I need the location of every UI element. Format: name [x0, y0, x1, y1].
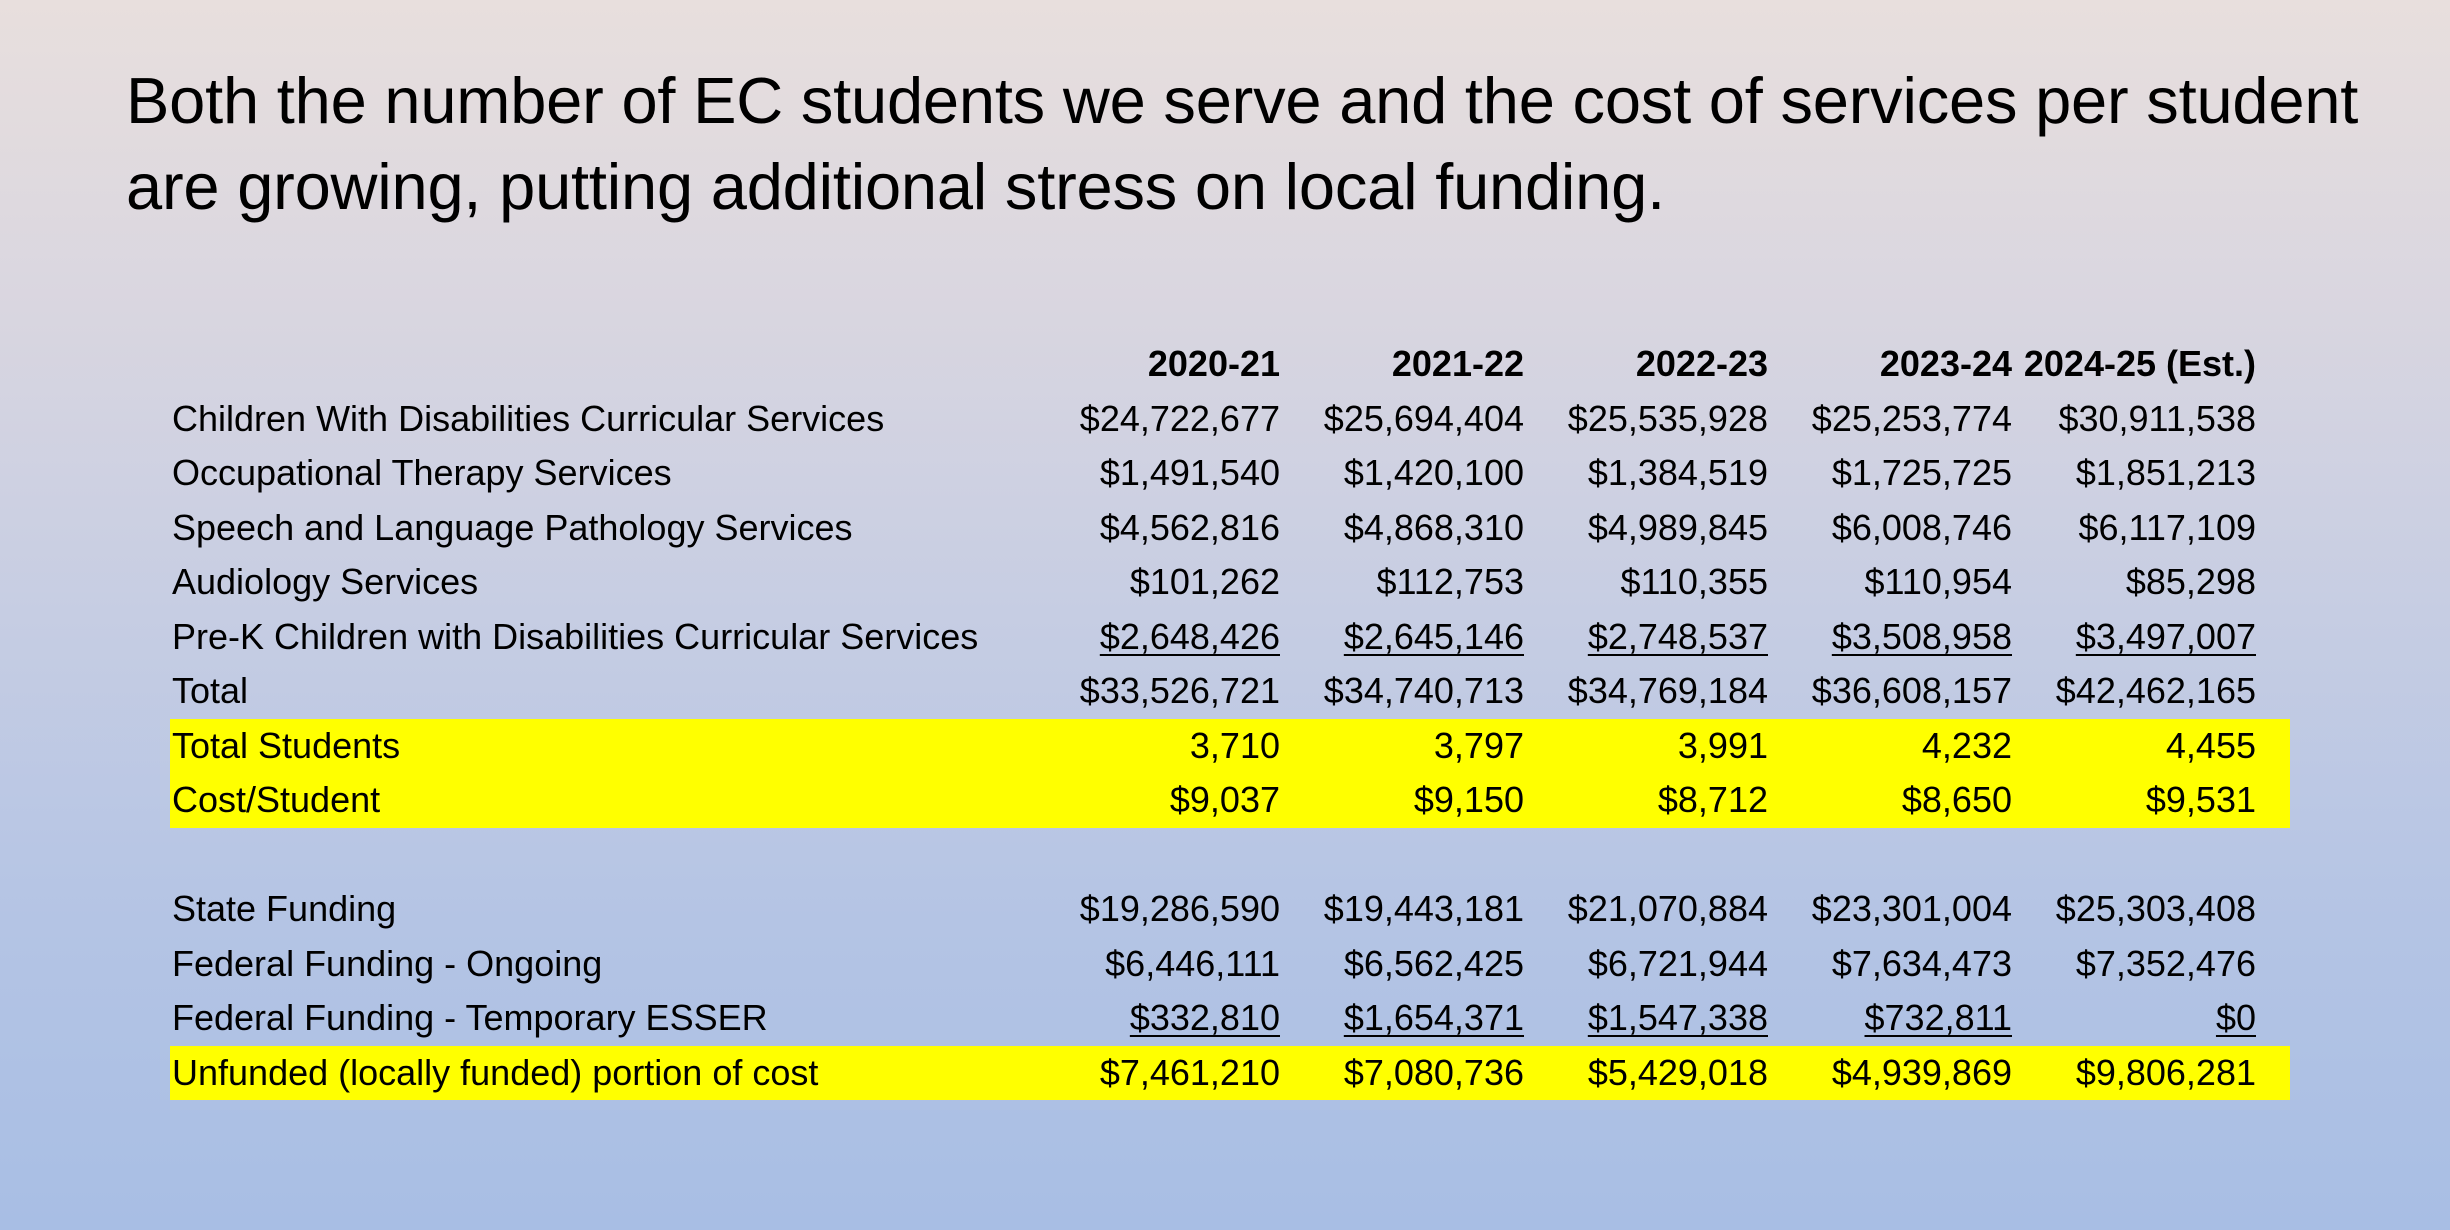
cell-value: $21,070,884	[1567, 888, 1768, 930]
cell-value: $23,301,004	[1811, 888, 2012, 930]
table-header-row	[170, 337, 2290, 392]
header-cell-2023-24: 2023-24	[1879, 343, 2012, 385]
cell-value: $2,748,537	[1587, 615, 1768, 657]
cell-value: $2,645,146	[1343, 615, 1524, 657]
cell-value: $9,531	[2145, 779, 2256, 821]
cell-value: $0	[2215, 997, 2256, 1039]
header-cell-2020-21: 2020-21	[1147, 343, 1280, 385]
cell-value: $3,497,007	[2075, 615, 2256, 657]
cell-value: $3,508,958	[1831, 615, 2012, 657]
cell-value: $85,298	[2125, 561, 2256, 603]
cell-value: 4,232	[1921, 724, 2012, 766]
cell-value: 3,991	[1677, 724, 1768, 766]
cell-value: $6,721,944	[1587, 942, 1768, 984]
row-label: Federal Funding - Temporary ESSER	[172, 997, 768, 1039]
cell-value: $4,868,310	[1343, 506, 1524, 548]
cell-value: $7,080,736	[1343, 1051, 1524, 1093]
row-label: Unfunded (locally funded) portion of cost	[172, 1051, 819, 1093]
cell-value: $19,443,181	[1323, 888, 1524, 930]
cell-value: $34,740,713	[1323, 670, 1524, 712]
row-label: Occupational Therapy Services	[172, 452, 672, 494]
cell-value: 3,797	[1433, 724, 1524, 766]
cell-value: $34,769,184	[1567, 670, 1768, 712]
cell-value: $9,150	[1413, 779, 1524, 821]
table-row-federal-ongoing	[170, 937, 2290, 992]
cell-value: $6,008,746	[1831, 506, 2012, 548]
table-row-occupational-therapy	[170, 446, 2290, 501]
cell-value: $6,117,109	[2078, 506, 2256, 548]
table-row-total-students	[170, 719, 2290, 774]
row-label: Audiology Services	[172, 561, 479, 603]
cell-value: $36,608,157	[1811, 670, 2012, 712]
cell-value: $9,806,281	[2075, 1051, 2256, 1093]
cell-value: $25,253,774	[1811, 397, 2012, 439]
cell-value: $5,429,018	[1587, 1051, 1768, 1093]
cell-value: $6,446,111	[1105, 942, 1280, 984]
cell-value: $1,851,213	[2075, 452, 2256, 494]
row-label: State Funding	[172, 888, 397, 930]
cell-value: $1,547,338	[1587, 997, 1768, 1039]
cell-value: $4,562,816	[1099, 506, 1280, 548]
cell-value: $19,286,590	[1079, 888, 1280, 930]
cell-value: $110,355	[1620, 561, 1768, 603]
slide-title: Both the number of EC students we serve and the cost of services per student are growing, putting additional stress on local funding.	[126, 64, 2359, 223]
cell-value: $1,420,100	[1343, 452, 1524, 494]
header-cell-2022-23: 2022-23	[1635, 343, 1768, 385]
header-cell-2021-22: 2021-22	[1391, 343, 1524, 385]
table-row-prek-cwd	[170, 610, 2290, 665]
cell-value: $332,810	[1129, 997, 1280, 1039]
cell-value: $8,650	[1901, 779, 2012, 821]
cell-value: $7,634,473	[1831, 942, 2012, 984]
cell-value: $112,753	[1376, 561, 1524, 603]
cell-value: $4,989,845	[1587, 506, 1768, 548]
table-row-cost-per-student	[170, 773, 2290, 828]
cell-value: $1,654,371	[1343, 997, 1524, 1039]
table-row-speech-language	[170, 501, 2290, 556]
cell-value: $30,911,538	[2058, 397, 2256, 439]
header-cell-2024-25: 2024-25 (Est.)	[2023, 343, 2256, 385]
cell-value: $1,384,519	[1587, 452, 1768, 494]
funding-table	[170, 337, 2290, 1100]
cell-value: 4,455	[2165, 724, 2256, 766]
cell-value: $42,462,165	[2055, 670, 2256, 712]
cell-value: $1,725,725	[1831, 452, 2012, 494]
cell-value: $732,811	[1864, 997, 2012, 1039]
cell-value: $33,526,721	[1079, 670, 1280, 712]
row-label: Children With Disabilities Curricular Services	[172, 397, 885, 439]
cell-value: $6,562,425	[1343, 942, 1524, 984]
table-row-federal-esser	[170, 991, 2290, 1046]
row-label: Federal Funding - Ongoing	[172, 942, 603, 984]
table-row-cwd-curricular	[170, 392, 2290, 447]
cell-value: $7,352,476	[2075, 942, 2256, 984]
table-row-unfunded-portion	[170, 1046, 2290, 1101]
row-label: Total	[172, 670, 249, 712]
row-label: Total Students	[172, 724, 401, 766]
cell-value: $24,722,677	[1079, 397, 1280, 439]
cell-value: $7,461,210	[1099, 1051, 1280, 1093]
cell-value: $25,303,408	[2055, 888, 2256, 930]
table-row-total	[170, 664, 2290, 719]
row-label: Cost/Student	[172, 779, 381, 821]
cell-value: $25,535,928	[1567, 397, 1768, 439]
cell-value: $9,037	[1169, 779, 1280, 821]
cell-value: $2,648,426	[1099, 615, 1280, 657]
cell-value: $101,262	[1129, 561, 1280, 603]
cell-value: $1,491,540	[1099, 452, 1280, 494]
row-label: Pre-K Children with Disabilities Curricular Services	[172, 615, 979, 657]
table-row-audiology	[170, 555, 2290, 610]
cell-value: $4,939,869	[1831, 1051, 2012, 1093]
cell-value: $110,954	[1864, 561, 2012, 603]
table-row-state-funding	[170, 882, 2290, 937]
cell-value: 3,710	[1189, 724, 1280, 766]
table-spacer-row	[170, 828, 2290, 883]
row-label: Speech and Language Pathology Services	[172, 506, 853, 548]
cell-value: $8,712	[1657, 779, 1768, 821]
cell-value: $25,694,404	[1323, 397, 1524, 439]
